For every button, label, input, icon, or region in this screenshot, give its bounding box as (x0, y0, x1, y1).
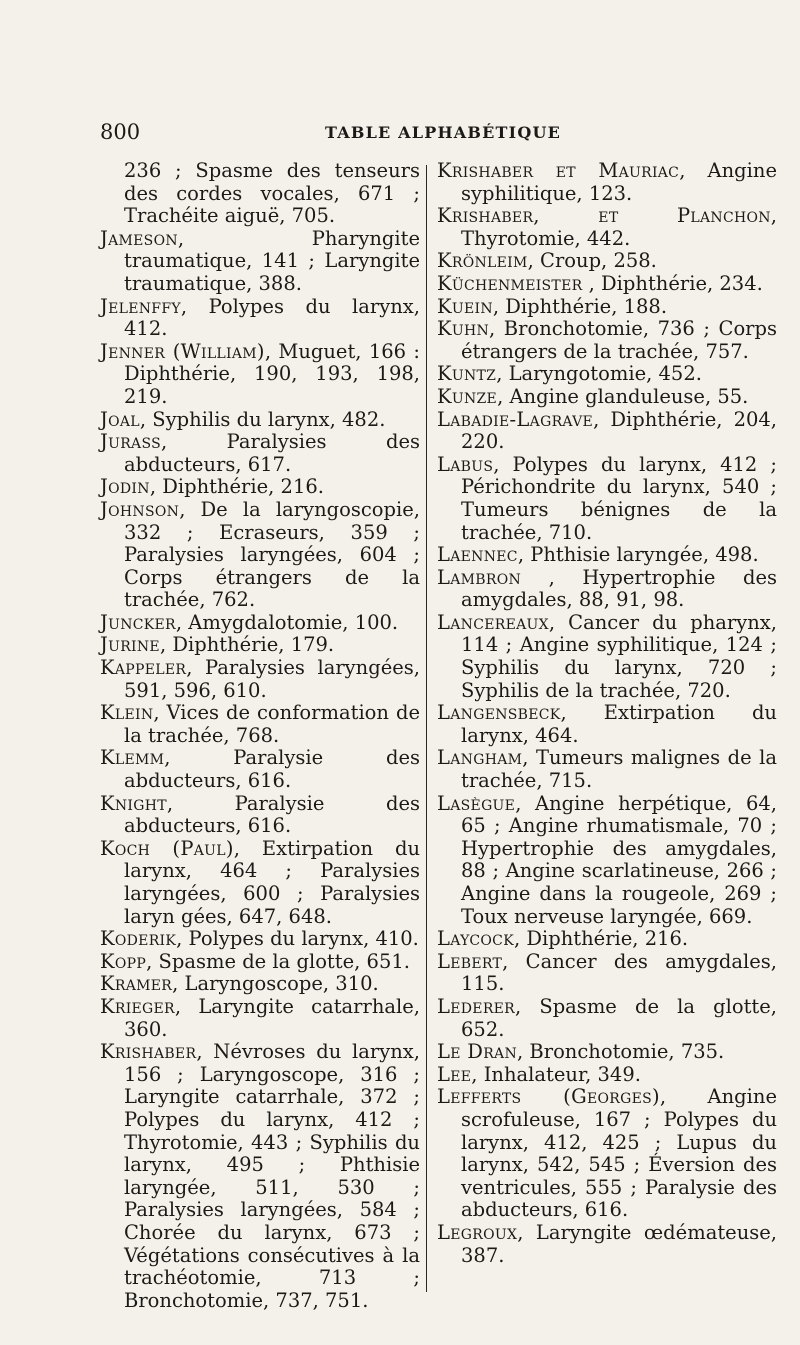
entry-text: , Polypes du larynx, 412 ; Périchondrite du larynx, 540 ; Tumeurs bénignes de la trachée, 710. (461, 452, 777, 544)
entry-author: Le Dran (437, 1040, 518, 1064)
index-entry (100, 973, 420, 996)
index-entry (437, 793, 777, 929)
entry-author: Kuhn (437, 317, 490, 341)
entry-author: Kunze (437, 384, 498, 408)
index-entry (100, 657, 420, 702)
entry-text: , Diphthérie, 216. (513, 927, 689, 951)
entry-text: , Spasme de la glotte, 652. (461, 994, 777, 1041)
index-entry (100, 793, 420, 838)
right-column (437, 160, 777, 1267)
index-entry (437, 250, 777, 273)
entry-author: Lasègue (437, 791, 516, 815)
entry-text: 236 ; Spasme des tenseurs des cordes vocales, 671 ; Trachéite aiguë, 705. (124, 159, 420, 228)
entry-text: , Diphthérie, 234. (582, 271, 763, 295)
entry-author: Jurass (100, 430, 162, 454)
entry-text: , Paralysie des abducteurs, 616. (124, 791, 420, 838)
entry-text: , Paralysies des abducteurs, 617. (124, 430, 420, 476)
entry-text: , Diphthérie, 179. (159, 633, 335, 657)
entry-text: , Paralysie des abducteurs, 616. (124, 746, 420, 793)
index-entry (437, 1086, 777, 1222)
index-entry (100, 747, 420, 792)
entry-text: , Diphthérie, 188. (492, 294, 668, 318)
index-entry (437, 612, 777, 702)
index-entry (100, 702, 420, 747)
entry-text: , Inhalateur, 349. (471, 1062, 641, 1086)
entry-text: , De la laryngoscopie, 332 ; Ecraseurs, 359 ; Paralysies laryngées, 604 ; Corps étrangers de la trachée, 762. (124, 497, 420, 612)
index-entry (100, 341, 420, 409)
entry-author: Johnson (100, 497, 180, 521)
index-entry (100, 928, 420, 951)
entry-author: Lee (437, 1062, 472, 1086)
entry-author: Laycock (437, 927, 514, 951)
entry-text: , Phthisie laryngée, 498. (517, 543, 759, 567)
entry-author: Legroux (437, 1220, 518, 1244)
entry-text: , Cancer du pharynx, 114 ; Angine syphilitique, 124 ; Syphilis du larynx, 720 ; Syphilis de la trachée, 720. (461, 610, 777, 702)
entry-author: Krönleim (437, 249, 528, 273)
entry-author: Krishaber et Mauriac (437, 159, 680, 182)
entry-text: , Tumeurs malignes de la trachée, 715. (461, 746, 777, 793)
index-entry (437, 928, 777, 951)
entry-text: , Angine herpétique, 64, 65 ; Angine rhumatismale, 70 ; Hypertrophie des amygdales, 88 ; Angine scarlatineuse, 266 ; Angine dans la rougeole, 269 ; Toux nerveuse laryngée, 669. (461, 791, 777, 928)
entry-author: Lederer (437, 994, 516, 1018)
entry-author: Küchenmeister (437, 271, 583, 295)
index-entry (100, 634, 420, 657)
entry-text: , Bronchotomie, 736 ; Corps étrangers de la trachée, 757. (461, 317, 777, 363)
page-number: 800 (100, 120, 141, 144)
entry-text: , Laryngite catarrhale, 360. (124, 994, 420, 1041)
entry-author: Koch (Paul) (100, 836, 234, 860)
entry-text: , Diphthérie, 204, 220. (461, 407, 777, 454)
index-entry (437, 747, 777, 792)
entry-text: , Hypertrophie des amygdales, 88, 91, 98. (461, 565, 777, 612)
entry-text: , Croup, 258. (527, 249, 657, 273)
index-entry (100, 431, 420, 476)
index-entry (100, 476, 420, 499)
index-entry (437, 1041, 777, 1064)
running-title: TABLE ALPHABÉTIQUE (325, 123, 562, 142)
entry-author: Jurine (100, 633, 160, 657)
entry-author: Labadie-Lagrave (437, 407, 594, 431)
entry-text: , Muguet, 166 : Diphthérie, 190, 193, 198, 219. (124, 339, 420, 408)
index-entry (437, 544, 777, 567)
entry-author: Jelenffy (100, 294, 181, 318)
entry-text: , Extirpation du larynx, 464 ; Paralysies laryngées, 600 ; Paralysies laryn gées, 647, 648. (124, 836, 420, 928)
index-entry (100, 296, 420, 341)
entry-author: Kuntz (437, 362, 497, 386)
index-entry (437, 996, 777, 1041)
entry-author: Lefferts (Georges) (437, 1085, 660, 1109)
entry-author: Klemm (100, 746, 165, 770)
entry-text: , Amygdalotomie, 100. (175, 610, 399, 634)
index-entry (100, 838, 420, 928)
entry-text: , Pharyngite traumatique, 141 ; Laryngite traumatique, 388. (124, 226, 420, 295)
entry-text: , Névroses du larynx, 156 ; Laryngoscope, 316 ; Laryngite catarrhale, 372 ; Polypes du larynx, 412 ; Thyrotomie, 443 ; Syphilis du larynx, 495 ; Phthisie laryngée, 511, 530 ; Paralysies laryngées, 584 ; Chorée du larynx, 673 ; Végétations consécutives à la trachéotomie, 713 ; Bronchotomie, 737, 751. (124, 1040, 420, 1312)
index-entry (437, 951, 777, 996)
entry-text: , Angine glanduleuse, 55. (497, 384, 749, 408)
entry-author: Lancereaux (437, 610, 549, 634)
index-entry (437, 363, 777, 386)
index-entry (437, 160, 777, 205)
entry-text: , Bronchotomie, 735. (517, 1040, 725, 1064)
entry-text: , Angine scrofuleuse, 167 ; Polypes du larynx, 412, 425 ; Lupus du larynx, 542, 545 ; Éversion des ventricules, 555 ; Paralysie des abducteurs, 616. (461, 1085, 777, 1222)
index-entry (437, 296, 777, 319)
entry-text: , Polypes du larynx, 410. (176, 927, 419, 951)
index-entry (100, 1041, 420, 1312)
entry-author: Juncker (100, 610, 176, 634)
left-column (100, 160, 420, 1312)
entry-text: , Spasme de la glotte, 651. (146, 949, 410, 973)
index-entry (437, 205, 777, 250)
index-entry (100, 228, 420, 296)
entry-author: Kuein (437, 294, 493, 318)
entry-author: Krishaber (100, 1040, 197, 1064)
entry-author: Langensbeck (437, 701, 561, 725)
entry-text: , Laryngite œdémateuse, 387. (461, 1220, 777, 1267)
entry-text: , Extirpation du larynx, 464. (461, 701, 777, 747)
entry-author: Kappeler (100, 656, 187, 680)
index-entry (100, 409, 420, 432)
entry-author: Jameson (100, 226, 178, 250)
page-header (100, 120, 740, 144)
index-entry (437, 1222, 777, 1267)
entry-author: Kopp (100, 949, 147, 973)
entry-author: Laennec (437, 543, 518, 567)
index-entry (100, 951, 420, 974)
entry-author: Jodin (100, 475, 150, 499)
entry-text: , Cancer des amygdales, 115. (461, 949, 777, 996)
index-entry (437, 1064, 777, 1087)
index-entry (437, 702, 777, 747)
entry-text: , Laryngotomie, 452. (496, 362, 702, 386)
entry-author: Koderik (100, 927, 177, 951)
entry-text: , Syphilis du larynx, 482. (139, 407, 386, 431)
entry-text: , Paralysies laryngées, 591, 596, 610. (124, 656, 420, 702)
entry-text: , Angine syphilitique, 123. (461, 159, 777, 205)
entry-text: , Thyrotomie, 442. (461, 204, 777, 250)
entry-author: Krishaber, et Planchon (437, 204, 771, 228)
entry-text: , Polypes du larynx, 412. (124, 294, 420, 341)
entry-author: Kramer (100, 972, 173, 996)
entry-author: Jenner (William) (100, 339, 265, 363)
index-entry (437, 409, 777, 454)
entry-author: Lebert (437, 949, 503, 973)
index-entry (100, 612, 420, 635)
entry-author: Langham (437, 746, 523, 770)
index-entry (437, 273, 777, 296)
entry-author: Joal (100, 407, 140, 431)
entry-author: Klein (100, 701, 154, 725)
index-entry (437, 454, 777, 544)
entry-text: , Laryngoscope, 310. (172, 972, 379, 996)
index-entry (437, 318, 777, 363)
entry-author: Lambron (437, 565, 522, 589)
index-entry (100, 499, 420, 612)
index-entry (100, 996, 420, 1041)
column-divider (426, 165, 427, 1292)
entry-text: , Vices de conformation de la trachée, 768. (124, 701, 420, 747)
entry-author: Knight (100, 791, 167, 815)
index-entry (100, 160, 420, 228)
entry-text: , Diphthérie, 216. (149, 475, 324, 499)
index-entry (437, 386, 777, 409)
entry-author: Krieger (100, 994, 175, 1018)
index-entry (437, 567, 777, 612)
entry-author: Labus (437, 452, 494, 476)
